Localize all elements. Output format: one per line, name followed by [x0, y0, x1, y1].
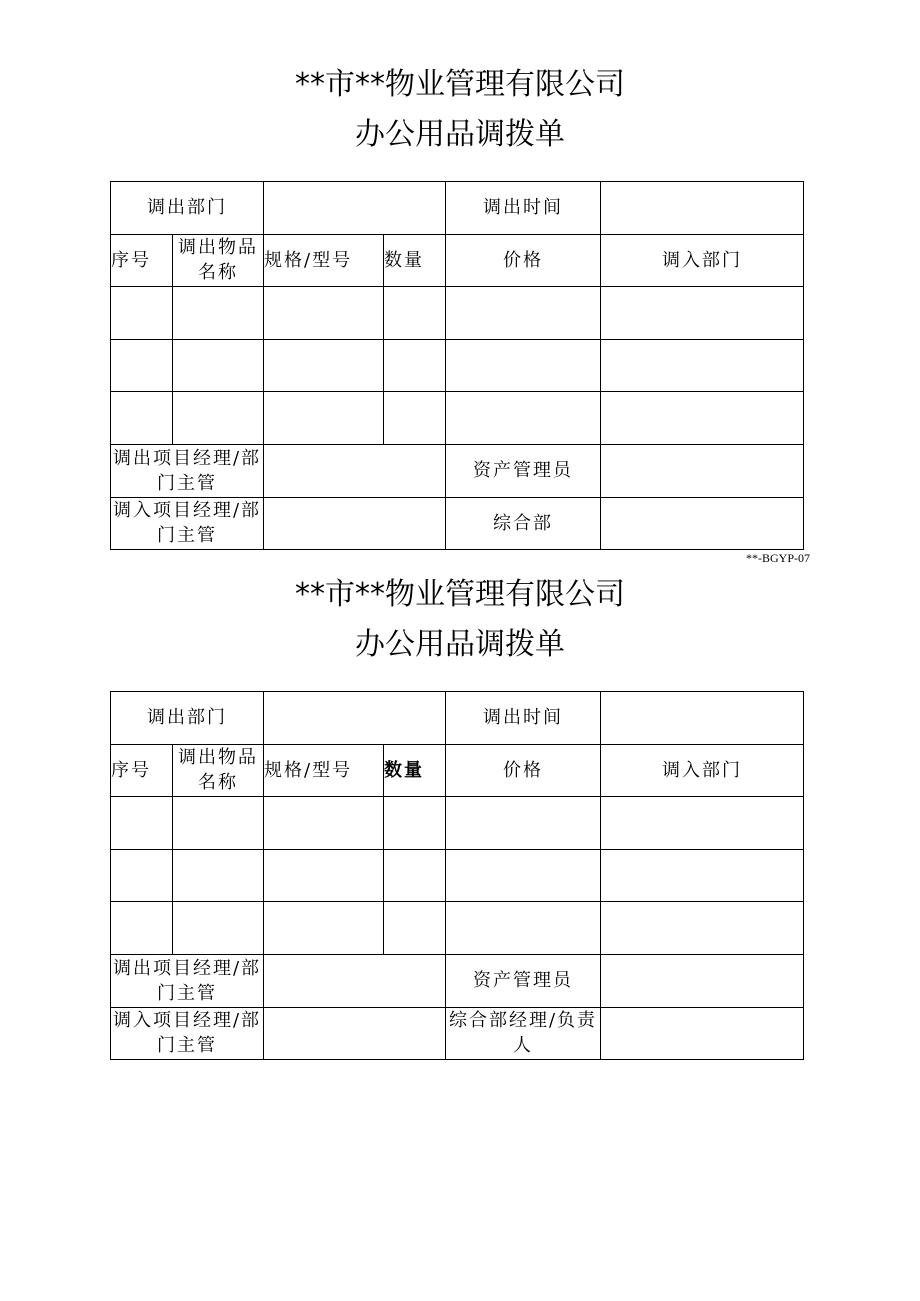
col-price: 价格 — [446, 744, 601, 797]
cell-spec[interactable] — [264, 339, 384, 392]
asset-admin-signature[interactable] — [601, 444, 804, 497]
cell-spec[interactable] — [264, 849, 384, 902]
cell-in-dept[interactable] — [601, 849, 804, 902]
cell-qty[interactable] — [384, 287, 446, 340]
in-manager-label: 调入项目经理/部门主管 — [111, 1007, 264, 1060]
cell-item-name[interactable] — [173, 849, 264, 902]
out-manager-signature[interactable] — [264, 954, 446, 1007]
asset-admin-label: 资产管理员 — [446, 954, 601, 1007]
table-row — [111, 339, 804, 392]
table-row — [111, 797, 804, 850]
cell-in-dept[interactable] — [601, 797, 804, 850]
out-manager-signature[interactable] — [264, 444, 446, 497]
col-seq: 序号 — [111, 234, 173, 287]
asset-admin-signature[interactable] — [601, 954, 804, 1007]
cell-spec[interactable] — [264, 902, 384, 955]
cell-qty[interactable] — [384, 797, 446, 850]
table-row — [111, 287, 804, 340]
out-manager-label: 调出项目经理/部门主管 — [111, 444, 264, 497]
cell-seq[interactable] — [111, 392, 173, 445]
out-dept-value[interactable] — [264, 182, 446, 235]
cell-item-name[interactable] — [173, 287, 264, 340]
cell-seq[interactable] — [111, 849, 173, 902]
general-dept-label: 综合部 — [446, 497, 601, 550]
cell-spec[interactable] — [264, 287, 384, 340]
col-qty: 数量 — [384, 234, 446, 287]
out-time-label: 调出时间 — [446, 692, 601, 745]
cell-price[interactable] — [446, 339, 601, 392]
col-price: 价格 — [446, 234, 601, 287]
out-dept-label: 调出部门 — [111, 182, 264, 235]
cell-price[interactable] — [446, 849, 601, 902]
general-dept-label: 综合部经理/负责人 — [446, 1007, 601, 1060]
cell-price[interactable] — [446, 902, 601, 955]
transfer-table — [110, 181, 804, 550]
cell-seq[interactable] — [111, 797, 173, 850]
form-code: **-BGYP-07 — [745, 551, 810, 565]
col-qty: 数量 — [384, 744, 446, 797]
cell-in-dept[interactable] — [601, 392, 804, 445]
document-title: 办公用品调拨单 — [355, 117, 565, 152]
out-time-value[interactable] — [601, 692, 804, 745]
col-item-name: 调出物品名称 — [173, 744, 264, 797]
in-manager-label: 调入项目经理/部门主管 — [111, 497, 264, 550]
cell-spec[interactable] — [264, 392, 384, 445]
out-manager-label: 调出项目经理/部门主管 — [111, 954, 264, 1007]
in-manager-signature[interactable] — [264, 1007, 446, 1060]
table-row — [111, 392, 804, 445]
out-time-value[interactable] — [601, 182, 804, 235]
table-row — [111, 902, 804, 955]
cell-qty[interactable] — [384, 339, 446, 392]
table-row — [111, 849, 804, 902]
cell-seq[interactable] — [111, 339, 173, 392]
column-header-row — [111, 744, 804, 797]
header-row — [111, 692, 804, 745]
company-title: **市**物业管理有限公司 — [295, 577, 625, 612]
cell-item-name[interactable] — [173, 392, 264, 445]
cell-in-dept[interactable] — [601, 902, 804, 955]
cell-seq[interactable] — [111, 902, 173, 955]
column-header-row — [111, 234, 804, 287]
cell-price[interactable] — [446, 797, 601, 850]
general-dept-signature[interactable] — [601, 1007, 804, 1060]
col-spec: 规格/型号 — [264, 234, 384, 287]
out-dept-value[interactable] — [264, 692, 446, 745]
cell-price[interactable] — [446, 392, 601, 445]
cell-in-dept[interactable] — [601, 287, 804, 340]
col-item-name: 调出物品名称 — [173, 234, 264, 287]
cell-price[interactable] — [446, 287, 601, 340]
col-spec: 规格/型号 — [264, 744, 384, 797]
cell-item-name[interactable] — [173, 902, 264, 955]
header-row — [111, 182, 804, 235]
transfer-table — [110, 691, 804, 1060]
document-title: 办公用品调拨单 — [355, 627, 565, 662]
cell-qty[interactable] — [384, 849, 446, 902]
cell-item-name[interactable] — [173, 339, 264, 392]
general-dept-signature[interactable] — [601, 497, 804, 550]
cell-seq[interactable] — [111, 287, 173, 340]
col-in-dept: 调入部门 — [601, 744, 804, 797]
col-in-dept: 调入部门 — [601, 234, 804, 287]
out-dept-label: 调出部门 — [111, 692, 264, 745]
cell-in-dept[interactable] — [601, 339, 804, 392]
in-manager-signature[interactable] — [264, 497, 446, 550]
signoff-row — [111, 954, 804, 1007]
out-time-label: 调出时间 — [446, 182, 601, 235]
signoff-row — [111, 444, 804, 497]
cell-qty[interactable] — [384, 902, 446, 955]
cell-qty[interactable] — [384, 392, 446, 445]
cell-item-name[interactable] — [173, 797, 264, 850]
cell-spec[interactable] — [264, 797, 384, 850]
asset-admin-label: 资产管理员 — [446, 444, 601, 497]
col-seq: 序号 — [111, 744, 173, 797]
signoff-row — [111, 1007, 804, 1060]
company-title: **市**物业管理有限公司 — [295, 67, 625, 102]
signoff-row — [111, 497, 804, 550]
